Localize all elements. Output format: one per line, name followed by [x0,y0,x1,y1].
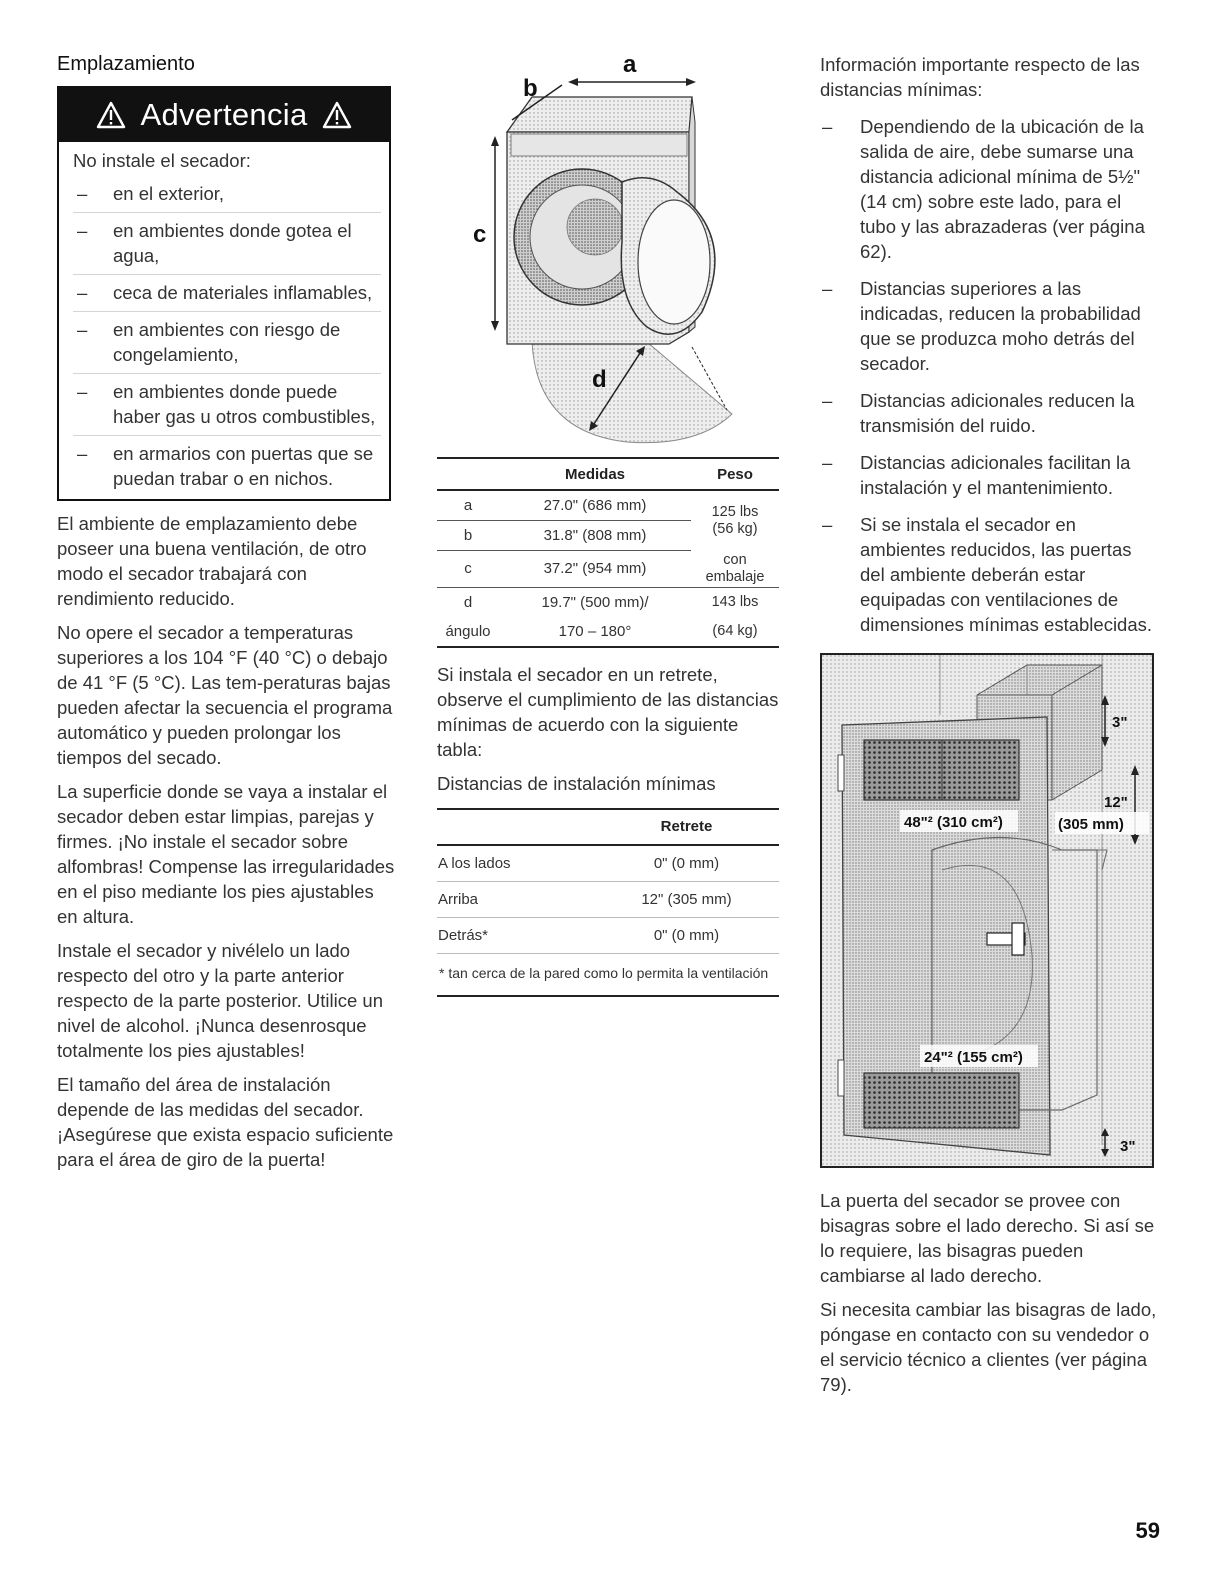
top-gap-label: 3" [1112,714,1128,731]
list-item: – Distancias adicionales facilitan la instalación y el mantenimiento. [820,450,1160,500]
dimension-label-a: a [623,52,637,78]
paragraph: El ambiente de emplazamiento debe poseer una buena ventilación, de otro modo el secador trabajará con rendimiento reducido. [57,513,367,609]
table-row: ángulo 170 – 180° (64 kg) [445,622,758,640]
table-row: d 19.7" (500 mm)/ 143 lbs [463,593,759,611]
warning-body [59,142,389,499]
column-header-retrete: Retrete [594,809,779,845]
middle-column [437,52,779,997]
list-item: – Dependiendo de la ubicación de la salida de aire, debe sumarse una distancia adicional mínima de 5½" (14 cm) sobre este lado, para el tubo y las abrazaderas (ver página 62). [820,114,1160,264]
right-column [820,52,1160,1406]
table-row: a 27.0" (686 mm) 125 lbs (56 kg) [437,490,779,521]
paragraph: La puerta del secador se provee con bisagras sobre el lado derecho. Si así se lo requiere, las bisagras pueden cambiarse al lado derecho. [820,1190,1155,1286]
info-list [820,114,1160,637]
warning-list [73,176,381,491]
column-header-peso: Peso [691,458,779,490]
lower-vent-label: 24"² (155 cm²) [924,1049,1023,1066]
list-item: – ceca de materiales inflamables, [73,275,381,312]
bottom-gap-label: 3" [1120,1138,1136,1155]
dryer-illustration [437,52,779,452]
page-number: 59 [1135,1518,1160,1543]
list-item: – en el exterior, [73,176,381,213]
list-item: – en ambientes con riesgo de congelamiento, [73,312,381,374]
column-header-medidas: Medidas [499,458,691,490]
table-row: c 37.2" (954 mm) con embalaje [437,551,779,588]
list-item: – en ambientes donde gotea el agua, [73,213,381,275]
closet-illustration [822,655,1152,1166]
door-swing-area [532,342,732,443]
paragraph: La superficie donde se vaya a instalar el secador deben estar limpias, parejas y firmes. ¡No instale el secador sobre alfombras! Compense las irregularidades en el piso mediante los pies ajustables en altura. [57,781,395,927]
distances-title: Distancias de instalación mínimas [437,772,716,794]
dimension-label-b: b [523,75,538,102]
warning-triangle-icon [322,101,352,129]
paragraph: No opere el secador a temperaturas superiores a los 104 °F (40 °C) o debajo de 41 °F (5 °C). Las tem-peraturas bajas pueden afectar la secuencia el programa automático y pueden prolongar los tiempos del secado. [57,622,393,768]
warning-title: Advertencia [140,97,308,132]
table-row: Detrás* 0" (0 mm) [437,917,779,953]
table-row: Arriba 12" (305 mm) [437,881,779,917]
list-item: – Si se instala el secador en ambientes reducidos, las puertas del ambiente deberán estar equipadas con ventilaciones de dimensiones mínimas establecidas. [820,512,1160,637]
list-item: – Distancias adicionales reducen la transmisión del ruido. [820,388,1160,438]
paragraph: Instale el secador y nivélelo un lado respecto del otro y la parte anterior respecto de la parte posterior. Utilice un nivel de alcohol. ¡Nunca desenrosque totalmente los pies ajustables! [57,940,383,1061]
upper-gap-label: 12" [1104,794,1128,811]
table-row: A los lados 0" (0 mm) [437,845,779,882]
dryer-dimensions-diagram [437,52,779,452]
warning-intro: No instale el secador: [73,150,251,171]
paragraph: Si necesita cambiar las bisagras de lado, póngase en contacto con su vendedor o el servicio técnico a clientes (ver página 79). [820,1299,1157,1395]
dimension-label-c: c [473,221,487,248]
dimension-label-d: d [592,366,607,393]
measurements-table [437,457,779,648]
distances-table [437,808,779,997]
dryer-top [507,97,692,132]
section-heading: Emplazamiento [57,53,195,75]
upper-vent-label: 48"² (310 cm²) [904,814,1003,831]
lower-vent [864,1073,1019,1128]
left-column [57,52,397,1181]
table-footnote-row [437,953,779,996]
paragraph: Si instala el secador en un retrete, observe el cumplimiento de las distancias mínimas de acuerdo con la siguiente tabla: [437,663,779,760]
paragraph: Información importante respecto de las distancias mínimas: [820,54,1140,100]
table-footnote: * tan cerca de la pared como lo permita la ventilación [439,965,769,981]
warning-box [57,86,391,501]
list-item: – en armarios con puertas que se puedan trabar o en nichos. [73,436,381,491]
control-panel [511,134,687,156]
warning-triangle-icon [96,101,126,129]
table-row: b 31.8" (808 mm) [437,521,779,551]
list-item: – Distancias superiores a las indicadas, reducen la probabilidad que se produzca moho detrás del secador. [820,276,1160,376]
closet-ventilation-diagram [820,653,1154,1168]
warning-title-bar [59,88,389,142]
upper-gap-mm-label: (305 mm) [1058,816,1124,833]
list-item: – en ambientes donde puede haber gas u otros combustibles, [73,374,381,436]
paragraph: El tamaño del área de instalación depende de las medidas del secador. ¡Asegúrese que exista espacio suficiente para el área de giro de la puerta! [57,1074,394,1170]
